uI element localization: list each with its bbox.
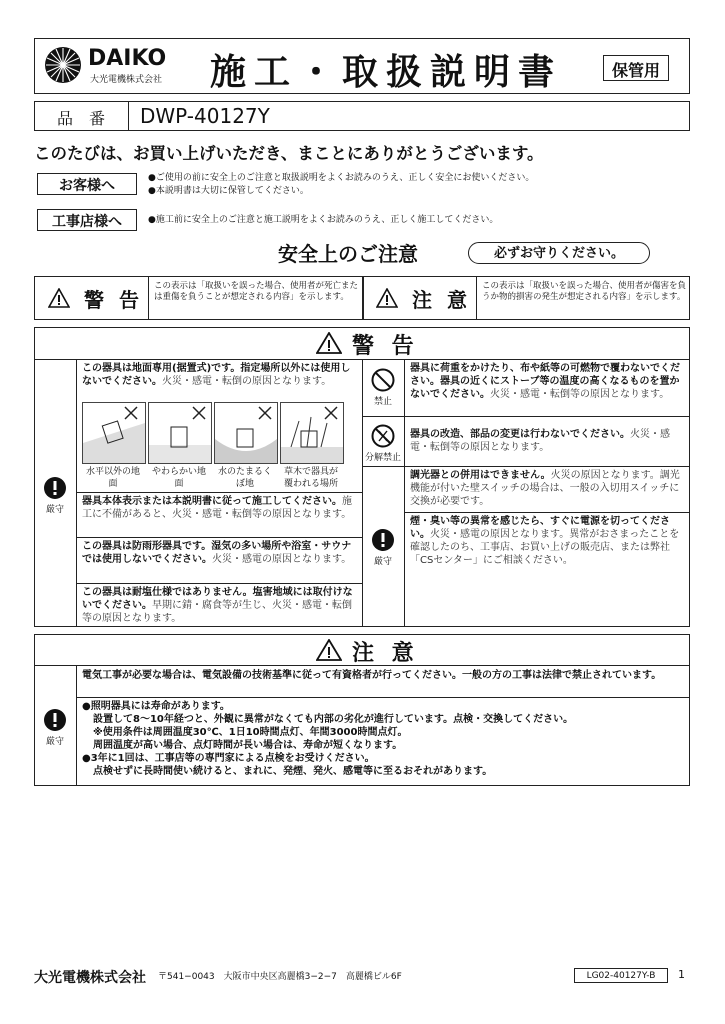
caution-triangle-icon [376,288,398,308]
warning-triangle-icon [48,288,70,308]
caution-conditions: ※使用条件は周囲温度30℃、1日10時間点灯、年間3000時間点灯。 [93,727,408,738]
warning-item-4 [82,586,358,625]
keep-badge-text: 保管用 [611,61,660,80]
warning-item-3-normal: 火災・感電の原因となります。 [212,554,352,565]
customer-line-1: ●ご使用の前に安全上のご注意と取扱説明をよくお読みのうえ、正しく安全にお使いください。 [148,173,535,183]
disassembly-label: 分解禁止 [364,453,401,463]
caution-temperature: 周囲温度が高い場合、点灯時間が長い場合は、寿命が短くなります。 [93,740,403,751]
strict-left-icon [43,476,67,500]
smoke-bold: 煙・臭い等の異常を感じたら、すぐに電源を切ってください。 [410,516,670,540]
caption-slope: 水平以外の地面 [85,467,140,489]
warning-heading-triangle-icon [316,332,342,354]
caption-puddle: 水のたまるくぼ地 [217,467,272,489]
contractor-label: 工事店様へ [52,214,122,230]
caution-inspection-detail: 点検せずに長時間使い続けると、まれに、発煙、発火、感電等に至るおそれがあります。 [93,766,493,777]
warning-item-3-bold: この器具は防雨形器具です。湿気の多い場所や浴室・サウナでは使用しないでください。 [82,541,352,565]
prohibit-label: 禁止 [373,397,392,407]
brand-logo [44,44,184,88]
customer-line-2: ●本説明書は大切に保管してください。 [148,186,309,196]
disassembly-prohibit-icon [371,424,395,448]
illustration-plants [280,402,344,464]
caution-strict-label: 厳守 [45,737,64,747]
legend-warning-label: 警 告 [84,288,143,312]
contractor-line: ●施工前に安全上のご注意と施工説明をよくお読みのうえ、正しく施工してください。 [148,215,499,225]
prohibit-normal: 火災・感電・転倒等の原因となります。 [490,389,670,400]
illustration-slope [82,402,146,464]
legend-warning-text: この表示は「取扱いを誤った場合、使用者が死亡または重傷を負うことが想定される内容」を示します。 [154,281,359,302]
warning-item-4-normal: 早期に錆・腐食等が生じ、火災・感電・転倒等の原因となります。 [82,600,352,624]
dimmer-text [410,469,686,508]
brand-company: 大光電機株式会社 [90,75,163,85]
caution-lifespan-detail: 設置して8～10年経つと、外観に異常がなくても内部の劣化が進行しています。点検・交換してください。 [93,714,574,725]
strict-right-icon [371,528,395,552]
disassembly-text [410,428,686,454]
smoke-normal: 火災・感電の原因となります。異常がおさまったことを確認したのち、工事店、お買い上げの販売店、または弊社「CSセンター」にご相談ください。 [410,529,680,566]
warning-item-3 [82,540,358,566]
customer-label: お客様へ [59,178,115,194]
safety-heading: 安全上のご注意 [278,242,418,266]
disassembly-normal: 火災・感電・転倒等の原因となります。 [410,429,670,453]
caution-inspection: ●3年に1回は、工事店等の専門家による点検をお受けください。 [82,753,375,764]
warning-item-2-normal: 施工に不備があると、火災・感電・転倒等の原因となります。 [82,496,352,520]
sunburst-logo-icon [44,46,82,84]
warning-item-1-bold: この器具は地面専用(据置式)です。指定場所以外には使用しないでください。 [82,363,351,387]
illustration-puddle [214,402,278,464]
illustration-row [82,400,358,492]
brand-name: DAIKO [88,46,167,71]
prohibit-icon [371,368,395,392]
disassembly-bold: 器具の改造、部品の変更は行わないでください。 [410,429,630,440]
strict-right-label: 厳守 [373,557,392,567]
smoke-text [410,515,686,567]
caption-soft: やわらかい地面 [151,467,206,489]
legend-caution-label: 注 意 [412,288,471,312]
caution-lifespan: ●照明器具には寿命があります。 [82,701,230,712]
greeting: このたびは、お買い上げいただき、まことにありがとうございます。 [34,144,544,163]
safety-badge: 必ずお守りください。 [468,242,650,264]
illustration-soft [148,402,212,464]
caption-plants: 草木で器具が覆われる場所 [283,467,338,489]
product-number-box [34,101,690,131]
page-title: 施工・取扱説明書 [210,52,563,93]
warning-item-4-bold: この器具は耐塩仕様ではありません。塩害地域には取付けないでください。 [82,587,353,611]
strict-left-label: 厳守 [45,505,64,515]
caution-strict-icon [43,708,67,732]
footer-company: 大光電機株式会社 [34,970,146,986]
warning-item-1-normal: 火災・感電・転倒の原因となります。 [162,376,332,387]
warning-item-2 [82,495,358,521]
caution-line-1: 電気工事が必要な場合は、電気設備の技術基準に従って有資格者が行ってください。一般の方の工事は法律で禁止されています。 [82,670,662,681]
dimmer-normal: 火災の原因となります。調光機能が付いた壁スイッチの場合は、一般の入切用スイッチに交換が必要です。 [410,470,680,507]
footer-address: 〒541−0043 大阪市中央区高麗橋3−2−7 高麗橋ビル6F [158,972,402,982]
warning-heading: 警 告 [352,334,419,359]
prohibit-text [410,362,686,401]
caution-heading-triangle-icon [316,639,342,661]
prohibit-bold: 器具に荷重をかけたり、布や紙等の可燃物で覆わないでください。器具の近くにストーブ等の温度の高くなるものを置かないでください。 [410,363,680,400]
warning-item-1 [82,362,358,388]
legend-caution-text: この表示は「取扱いを誤った場合、使用者が傷害を負うか物的損害の発生が想定される内容」を示します。 [482,281,687,302]
footer-page-number: 1 [678,968,685,981]
product-number: DWP-40127Y [140,104,270,128]
product-number-label: 品 番 [56,109,105,128]
warning-item-2-bold: 器具本体表示または本説明書に従って施工してください。 [82,496,342,507]
footer-doc-code: LG02-40127Y-B [574,968,668,983]
caution-heading: 注 意 [352,641,419,666]
dimmer-bold: 調光器との併用はできません。 [410,470,551,481]
